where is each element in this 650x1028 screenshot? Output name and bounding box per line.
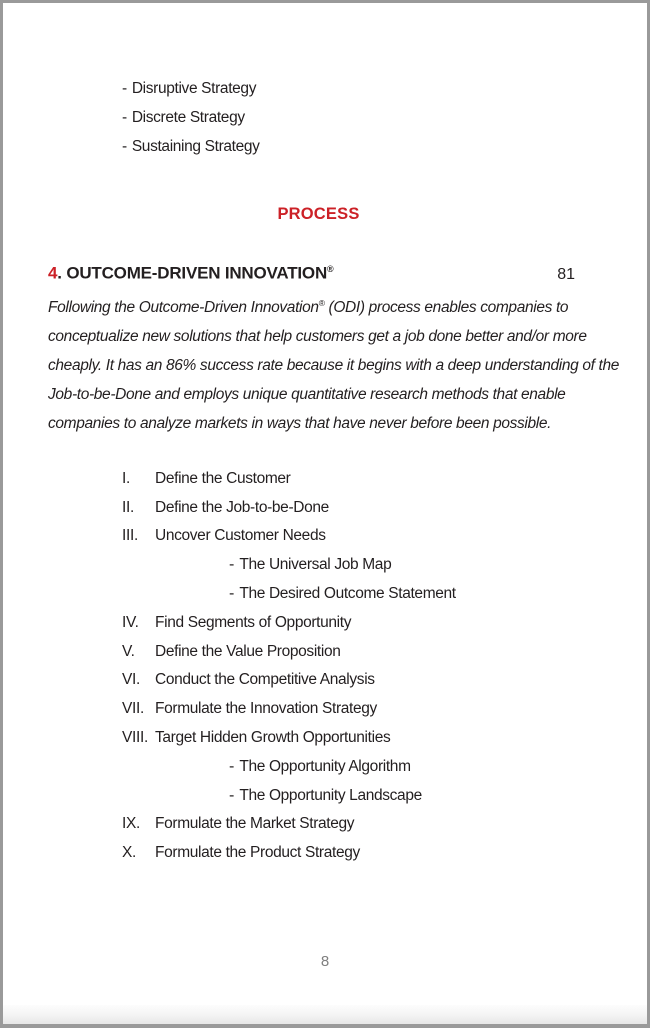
dash-marker: - bbox=[122, 108, 127, 126]
chapter-page-number: 81 bbox=[557, 266, 575, 284]
description-text: Following the Outcome-Driven Innovation bbox=[48, 299, 319, 317]
description-line: conceptualize new solutions that help customers get a job done better and/or more bbox=[48, 328, 587, 346]
step-numeral: II. bbox=[122, 498, 135, 516]
strategy-sublist bbox=[122, 75, 589, 161]
description-line: Job-to-be-Done and employs unique quantitative research methods that enable bbox=[48, 385, 566, 403]
step-sub-item bbox=[229, 551, 589, 580]
chapter-description bbox=[48, 289, 620, 439]
step-numeral: VIII. bbox=[122, 728, 149, 746]
sub-item-label: The Opportunity Algorithm bbox=[239, 757, 411, 775]
step-numeral: IX. bbox=[122, 815, 141, 833]
step-label: Find Segments of Opportunity bbox=[155, 613, 352, 631]
page-number: 8 bbox=[320, 953, 330, 970]
description-line: cheaply. It has an 86% success rate because it begins with a deep understanding of the bbox=[48, 357, 620, 375]
step-item bbox=[122, 695, 589, 724]
description-line: companies to analyze markets in ways that have never before been possible. bbox=[48, 414, 552, 432]
step-numeral: X. bbox=[122, 844, 137, 862]
step-item bbox=[122, 609, 589, 638]
step-item bbox=[122, 522, 589, 551]
registered-trademark-symbol: ® bbox=[327, 264, 334, 275]
dash-marker: - bbox=[122, 137, 127, 155]
description-text: (ODI) process enables companies to bbox=[324, 299, 569, 317]
step-numeral: III. bbox=[122, 527, 139, 545]
dash-marker: - bbox=[122, 80, 127, 97]
sub-item-label: The Desired Outcome Statement bbox=[239, 584, 456, 602]
step-numeral: V. bbox=[122, 642, 135, 660]
list-item bbox=[122, 75, 589, 104]
list-item-label: Disruptive Strategy bbox=[131, 80, 257, 97]
step-label: Target Hidden Growth Opportunities bbox=[155, 728, 391, 746]
dash-marker: - bbox=[229, 584, 235, 602]
section-heading: PROCESS bbox=[277, 205, 360, 224]
step-numeral: IV. bbox=[122, 613, 139, 631]
dash-marker: - bbox=[229, 556, 235, 574]
list-item bbox=[122, 104, 589, 133]
sub-item-label: The Universal Job Map bbox=[239, 556, 392, 574]
step-numeral: VII. bbox=[122, 700, 145, 718]
step-label: Formulate the Innovation Strategy bbox=[155, 700, 377, 718]
step-item bbox=[122, 465, 589, 494]
step-sub-item bbox=[229, 782, 589, 811]
chapter-number-separator: . bbox=[57, 264, 62, 284]
step-item bbox=[122, 724, 589, 753]
step-label: Formulate the Market Strategy bbox=[155, 815, 355, 833]
book-page bbox=[3, 3, 647, 1024]
step-label: Formulate the Product Strategy bbox=[155, 844, 360, 862]
page-bottom-edge bbox=[3, 1005, 647, 1024]
step-item bbox=[122, 638, 589, 667]
step-label: Define the Value Proposition bbox=[155, 642, 341, 660]
chapter-title bbox=[48, 255, 333, 288]
chapter-heading-row bbox=[48, 255, 589, 289]
registered-trademark-symbol: ® bbox=[318, 298, 325, 309]
step-item bbox=[122, 839, 589, 868]
step-item bbox=[122, 666, 589, 695]
chapter-title-text: OUTCOME-DRIVEN INNOVATION bbox=[61, 264, 328, 284]
step-label: Define the Job-to-be-Done bbox=[155, 498, 329, 516]
sub-item-label: The Opportunity Landscape bbox=[239, 786, 422, 804]
step-item bbox=[122, 810, 589, 839]
step-label: Conduct the Competitive Analysis bbox=[155, 671, 375, 689]
step-numeral: I. bbox=[122, 469, 131, 487]
list-item-label: Sustaining Strategy bbox=[131, 137, 260, 155]
list-item-label: Discrete Strategy bbox=[131, 108, 245, 126]
chapter-number: 4 bbox=[48, 264, 58, 284]
page-content bbox=[3, 3, 647, 868]
dash-marker: - bbox=[229, 786, 235, 804]
list-item bbox=[122, 133, 589, 162]
process-steps-list bbox=[122, 465, 589, 868]
step-sub-item bbox=[229, 580, 589, 609]
step-label: Define the Customer bbox=[155, 469, 291, 487]
description-line bbox=[48, 289, 589, 323]
step-item bbox=[122, 494, 589, 523]
step-label: Uncover Customer Needs bbox=[155, 527, 326, 545]
dash-marker: - bbox=[229, 757, 235, 775]
step-numeral: VI. bbox=[122, 671, 141, 689]
step-sub-item bbox=[229, 753, 589, 782]
